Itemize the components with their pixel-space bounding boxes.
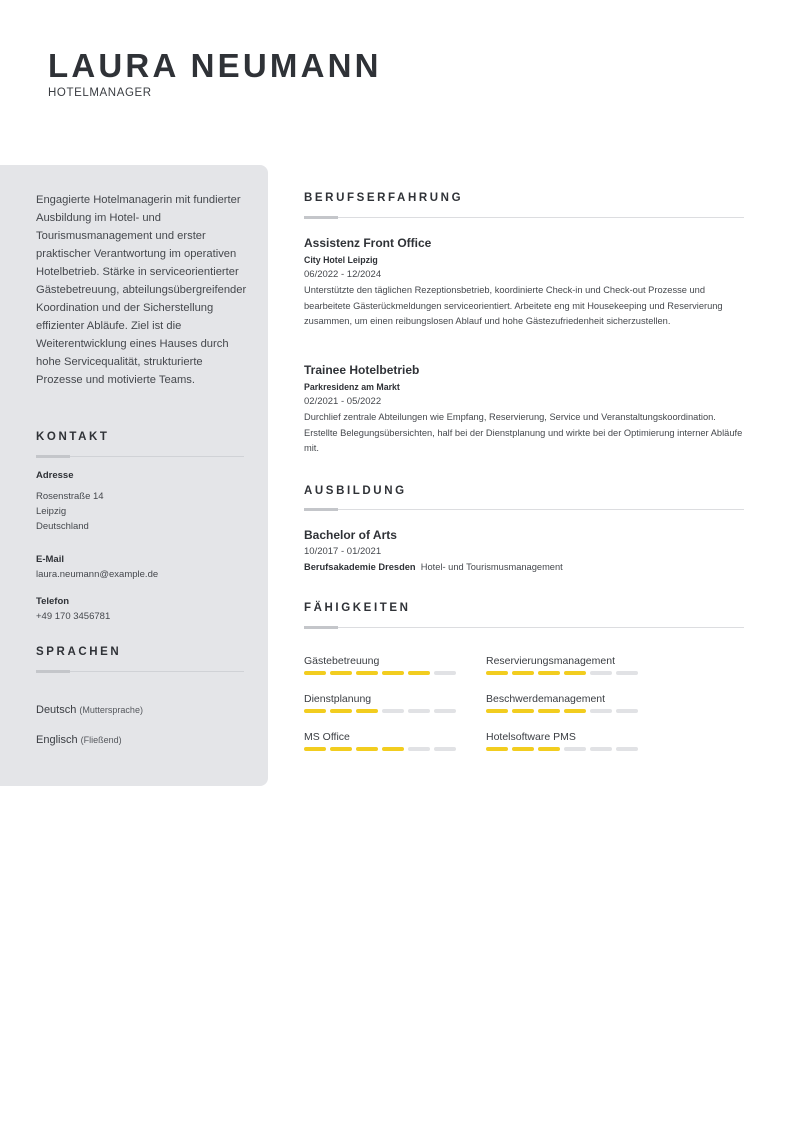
job-dates: 02/2021 - 05/2022 <box>304 396 382 407</box>
rating-segment-filled <box>512 747 534 751</box>
language-name: Deutsch <box>36 704 77 716</box>
skills-divider <box>304 627 744 628</box>
rating-segment-filled <box>564 709 586 713</box>
rating-segment-filled <box>564 671 586 675</box>
rating-segment-filled <box>382 671 404 675</box>
languages-heading: SPRACHEN <box>36 646 122 658</box>
rating-segment-filled <box>486 709 508 713</box>
rating-segment-empty <box>564 747 586 751</box>
skill-item <box>486 693 646 713</box>
job-company: Parkresidenz am Markt <box>304 382 400 392</box>
rating-segment-filled <box>486 747 508 751</box>
contact-divider <box>36 456 244 457</box>
rating-segment-filled <box>538 709 560 713</box>
sidebar <box>0 165 268 786</box>
language-level: (Muttersprache) <box>79 705 143 715</box>
job-company: City Hotel Leipzig <box>304 255 378 265</box>
rating-segment-filled <box>304 671 326 675</box>
skill-rating <box>486 709 646 713</box>
skill-name: Dienstplanung <box>304 693 372 705</box>
skill-name: Reservierungsmanagement <box>486 655 615 667</box>
skill-item <box>304 655 464 675</box>
skill-rating <box>486 671 646 675</box>
job-title: Trainee Hotelbetrieb <box>304 363 420 377</box>
language-item <box>36 704 143 716</box>
languages-divider <box>36 671 244 672</box>
rating-segment-empty <box>434 671 456 675</box>
rating-segment-empty <box>434 709 456 713</box>
education-school <box>304 562 563 572</box>
profile-summary: Engagierte Hotelmanagerin mit fundierter Ausbildung im Hotel- und Tourismusmanagement und erster praktischer Verantwortung im operativen Hotelbetrieb. Stärke in serviceorientierter Gästebetreuung, abteilungsübergreifender Koordination und der Sicherstellung effizienter Abläufe. Ziel ist die Weiterentwicklung eines Hauses durch hohe Servicequalität, strukturierte Prozesse und motivierte Teams. <box>36 194 247 386</box>
header <box>48 46 382 99</box>
rating-segment-filled <box>330 671 352 675</box>
rating-segment-filled <box>512 709 534 713</box>
rating-segment-filled <box>356 671 378 675</box>
email-value[interactable]: laura.neumann@example.de <box>36 569 159 580</box>
rating-segment-empty <box>590 747 612 751</box>
rating-segment-filled <box>512 671 534 675</box>
rating-segment-empty <box>590 671 612 675</box>
rating-segment-filled <box>304 747 326 751</box>
rating-segment-empty <box>616 709 638 713</box>
candidate-name: LAURA NEUMANN <box>48 47 382 84</box>
rating-segment-filled <box>356 709 378 713</box>
email-label: E-Mail <box>36 554 64 565</box>
education-divider <box>304 509 744 510</box>
skill-item <box>304 731 464 751</box>
rating-segment-filled <box>304 709 326 713</box>
rating-segment-filled <box>382 747 404 751</box>
phone-value[interactable]: +49 170 3456781 <box>36 611 111 622</box>
address-line: Rosenstraße 14 <box>36 491 104 502</box>
skill-item <box>486 731 646 751</box>
experience-divider <box>304 217 744 218</box>
skill-item <box>304 693 464 713</box>
study-field: Hotel- und Tourismusmanagement <box>420 562 563 572</box>
skills-heading: FÄHIGKEITEN <box>304 602 411 614</box>
language-level: (Fließend) <box>80 735 122 745</box>
rating-segment-empty <box>590 709 612 713</box>
rating-segment-filled <box>486 671 508 675</box>
skill-rating <box>304 709 464 713</box>
education-degree: Bachelor of Arts <box>304 528 397 542</box>
experience-heading: BERUFSERFAHRUNG <box>304 192 464 204</box>
language-item <box>36 734 122 746</box>
rating-segment-empty <box>408 747 430 751</box>
skill-rating <box>486 747 646 751</box>
skill-rating <box>304 671 464 675</box>
job-description: Unterstützte den täglichen Rezeptionsbetrieb, koordinierte Check-in und Check-out Prozesse und bearbeitete Gästerückmeldungen serviceorientiert. Arbeitete eng mit Housekeeping und Reservierung zusammen, um einen reibungslosen Ablauf und hohe Gästezufriedenheit sicherzustellen. <box>304 285 723 326</box>
rating-segment-filled <box>330 747 352 751</box>
rating-segment-filled <box>408 671 430 675</box>
rating-segment-empty <box>616 671 638 675</box>
contact-heading: KONTAKT <box>36 431 110 443</box>
school-name: Berufsakademie Dresden <box>304 562 416 572</box>
rating-segment-empty <box>616 747 638 751</box>
skill-rating <box>304 747 464 751</box>
skill-item <box>486 655 646 675</box>
rating-segment-filled <box>538 747 560 751</box>
language-name: Englisch <box>36 734 78 746</box>
skill-name: Gästebetreuung <box>304 655 380 667</box>
phone-label: Telefon <box>36 596 70 607</box>
job-description: Durchlief zentrale Abteilungen wie Empfang, Reservierung, Service und Veranstaltungskoordination. Erstellte Belegungsübersichten, half bei der Dienstplanung und wirkte bei der Optimierung interner Abläufe mit. <box>304 412 743 453</box>
skill-name: MS Office <box>304 731 350 743</box>
job-dates: 06/2022 - 12/2024 <box>304 269 382 280</box>
address-label: Adresse <box>36 470 74 481</box>
skill-name: Hotelsoftware PMS <box>486 731 576 743</box>
job-title: Assistenz Front Office <box>304 236 432 250</box>
rating-segment-empty <box>382 709 404 713</box>
address-line: Leipzig <box>36 506 67 517</box>
job-role: HOTELMANAGER <box>48 87 152 99</box>
rating-segment-filled <box>330 709 352 713</box>
education-dates: 10/2017 - 01/2021 <box>304 546 382 557</box>
rating-segment-empty <box>434 747 456 751</box>
rating-segment-filled <box>356 747 378 751</box>
address-line: Deutschland <box>36 521 89 532</box>
education-heading: AUSBILDUNG <box>304 485 407 497</box>
rating-segment-filled <box>538 671 560 675</box>
skill-name: Beschwerdemanagement <box>486 693 606 705</box>
rating-segment-empty <box>408 709 430 713</box>
